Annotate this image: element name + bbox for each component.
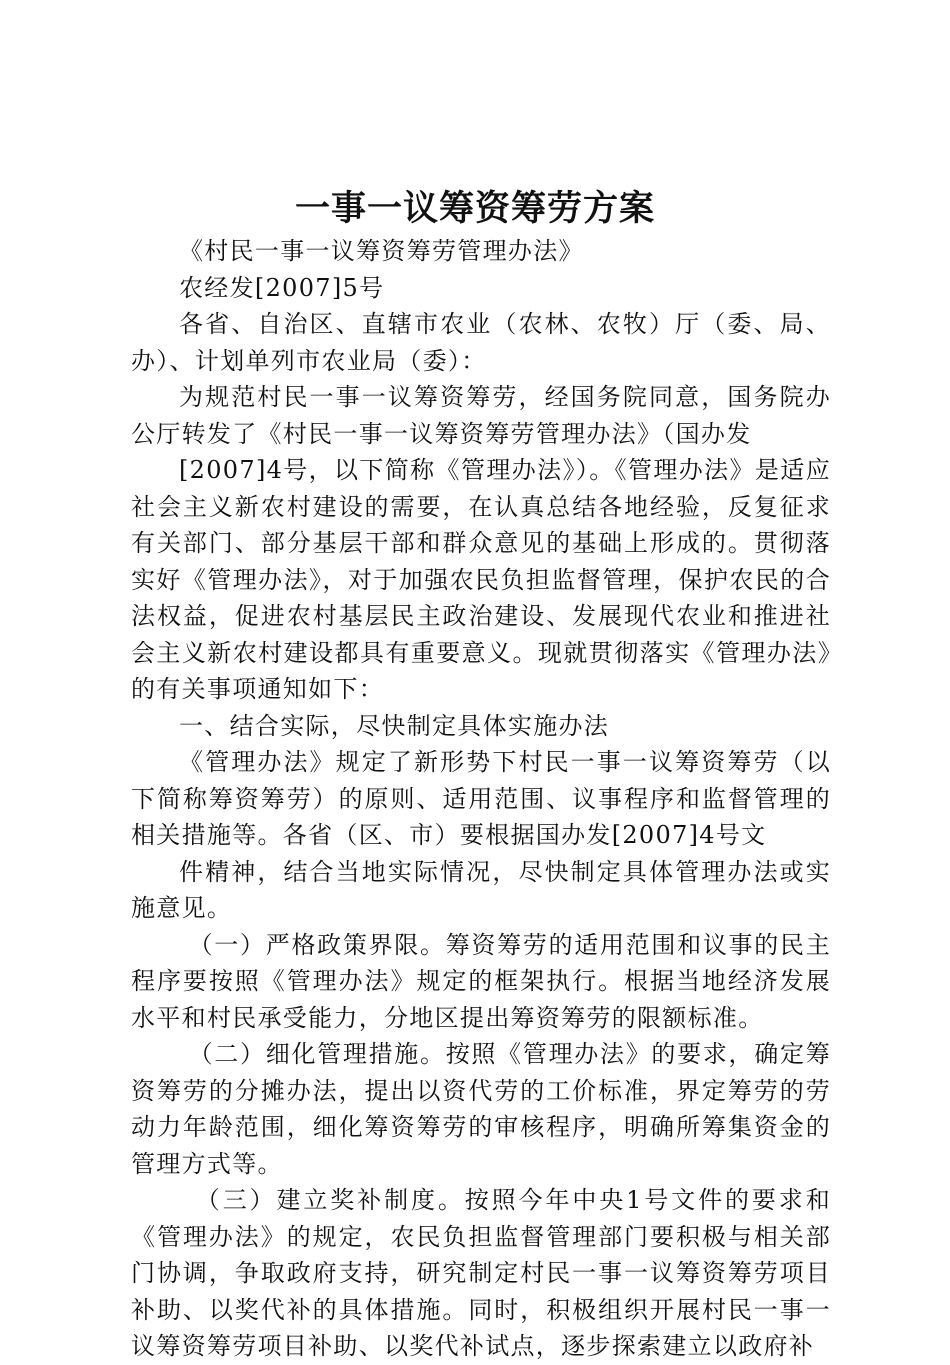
paragraph-addressee: 各省、自治区、直辖市农业（农林、农牧）厅（委、局、办）、计划单列市农业局（委）： (131, 310, 831, 375)
paragraph-intro-continued: [2007]4号，以下简称《管理办法》）。《管理办法》是适应社会主义新农村建设的需要，在认真总结各地经验，反复征求有关部门、部分基层干部和群众意见的基础上形成的。贯彻落实好《管理办法》，对于加强农民负担监督管理，保护农民的合法权益，促进农村基层民主政治建设、发展现代农业和推进社会主义新农村建设都具有重要意义。现就贯彻落实《管理办法》的有关事项通知如下： (131, 456, 831, 703)
paragraph-item-1: （一）严格政策界限。筹资筹劳的适用范围和议事的民主程序要按照《管理办法》规定的框架执行。根据当地经济发展水平和村民承受能力，分地区提出筹资筹劳的限额标准。 (131, 930, 831, 1032)
paragraph-intro: 为规范村民一事一议筹资筹劳，经国务院同意，国务院办公厅转发了《村民一事一议筹资筹劳管理办法》（国办发 (131, 383, 831, 448)
document-body (131, 233, 831, 1365)
section-heading-1: 一、结合实际，尽快制定具体实施办法 (179, 711, 610, 740)
paragraph-item-3: （三）建立奖补制度。按照今年中央1号文件的要求和《管理办法》的规定，农民负担监督管理部门要积极与相关部门协调，争取政府支持，研究制定村民一事一议筹资筹劳项目补助、以奖代补的具体措施。同时，积极组织开展村民一事一议筹资筹劳项目补助、以奖代补试点，逐步探索建立以政府补 (131, 1186, 831, 1360)
document-title: 一事一议筹资筹劳方案 (294, 188, 655, 229)
paragraph-section-1-continued: 件精神，结合当地实际情况，尽快制定具体管理办法或实施意见。 (131, 857, 831, 922)
paragraph-section-1: 《管理办法》规定了新形势下村民一事一议筹资筹劳（以下简称筹资筹劳）的原则、适用范围、议事程序和监督管理的相关措施等。各省（区、市）要根据国办发[2007]4号文 (131, 748, 831, 849)
paragraph-law-title: 《村民一事一议筹资筹劳管理办法》 (179, 237, 584, 265)
paragraph-doc-number: 农经发[2007]5号 (179, 273, 385, 302)
paragraph-item-2: （二）细化管理措施。按照《管理办法》的要求，确定筹资筹劳的分摊办法，提出以资代劳的工价标准，界定筹劳的劳动力年龄范围，细化筹资筹劳的审核程序，明确所筹集资金的管理方式等。 (131, 1040, 831, 1178)
